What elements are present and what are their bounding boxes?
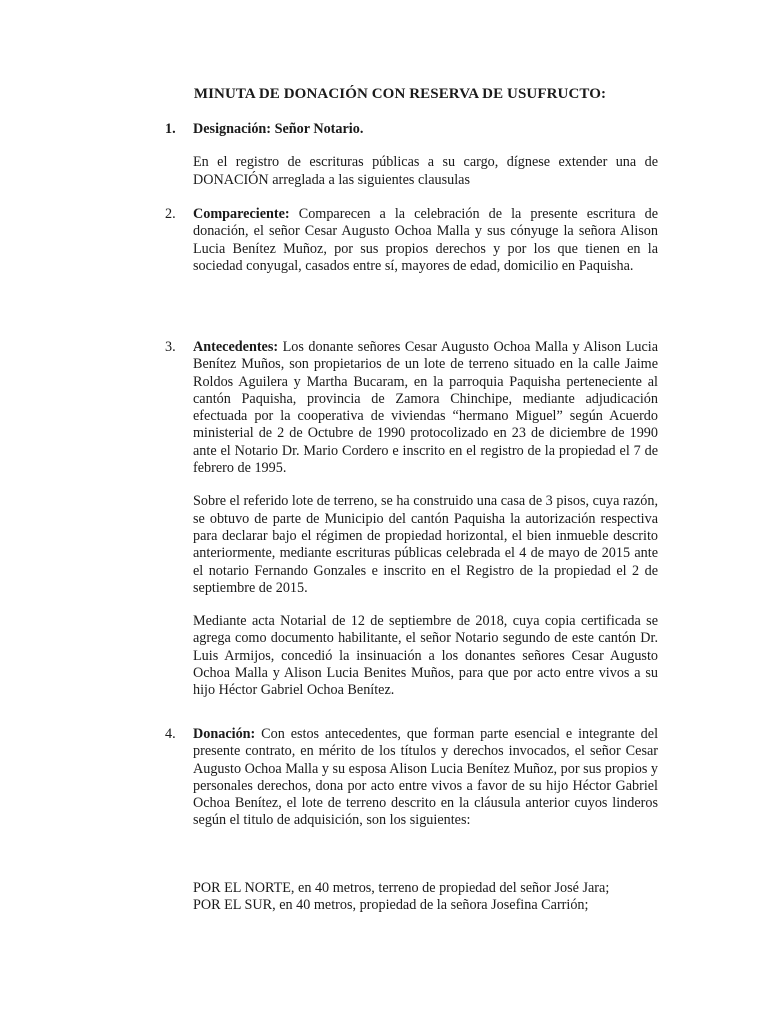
section-number: 4.	[165, 726, 176, 742]
section-paragraph	[193, 726, 658, 830]
section-text: Con estos antecedentes, que forman parte esencial e integrante del presente contrato, en mérito de los títulos y derechos invocados, el señor Cesar Augusto Ochoa Malla y su esposa Alison Lucia Benítez Muñoz, por sus propios y personales derechos, dona por acto entre vivos a favor de su hijo Héctor Gabriel Ochoa Benítez, el lote de terreno descrito en la cláusula anterior cuyos linderos según el titulo de adquisición, son los siguientes:	[193, 726, 659, 829]
section-paragraph: En el registro de escrituras públicas a su cargo, dígnese extender una de DONACIÓN arreglada a las siguientes clausulas	[193, 154, 658, 188]
section-paragraph: Mediante acta Notarial de 12 de septiembre de 2018, cuya copia certificada se agrega como documento habilitante, el señor Notario segundo de este cantón Dr. Luis Armijos, concedió la insinuación a los donantes señores Cesar Augusto Ochoa Malla y Alison Lucia Benites Muños, para que por acto entre vivos a su hijo Héctor Gabriel Ochoa Benítez.	[193, 613, 658, 699]
section-text: Comparecen a la celebración de la presente escritura de donación, el señor Cesar Augusto Ochoa Malla y sus cónyuge la señora Alison Lucia Benítez Muñoz, por sus propios derechos y por los que tienen en la sociedad conyugal, casados entre sí, mayores de edad, domicilio en Paquisha.	[193, 206, 659, 274]
section-heading: Donación:	[193, 726, 256, 742]
boundary-line: POR EL NORTE, en 40 metros, terreno de propiedad del señor José Jara;	[193, 879, 610, 896]
section-number: 1.	[165, 121, 176, 137]
section-paragraph	[193, 206, 658, 275]
section-number: 2.	[165, 206, 176, 222]
section-antecedentes	[165, 339, 658, 700]
section-number: 3.	[165, 339, 176, 355]
section-compareciente	[165, 206, 658, 275]
section-text: Los donante señores Cesar Augusto Ochoa Malla y Alison Lucia Benítez Muños, son propietarios de un lote de terreno situado en la calle Jaime Roldos Aguilera y Martha Bucaram, en la parroquia Paquisha perteneciente al cantón Paquisha, provincia de Zamora Chinchipe, mediante adjudicación efectuada por la cooperativa de viviendas “hermano Miguel” según Acuerdo ministerial de 2 de Octubre de 1990 protocolizado en 23 de diciembre de 1990 ante el Notario Dr. Mario Cordero e inscrito en el registro de la propiedad el 7 de febrero de 1995.	[193, 339, 658, 477]
section-designacion	[165, 121, 658, 189]
section-heading: Compareciente:	[193, 206, 290, 222]
section-donacion	[165, 726, 658, 914]
document-title: MINUTA DE DONACIÓN CON RESERVA DE USUFRUCTO:	[193, 86, 607, 102]
section-paragraph	[193, 339, 658, 477]
section-heading: Designación: Señor Notario.	[193, 121, 364, 137]
section-paragraph: Sobre el referido lote de terreno, se ha construido una casa de 3 pisos, cuya razón, se obtuvo de parte de Municipio del cantón Paquisha la autorización respectiva para declarar bajo el régimen de propiedad horizontal, el bien inmueble descrito anteriormente, mediante escrituras públicas celebrada el 4 de mayo de 2015 ante el notario Fernando Gonzales e inscrito en el Registro de la propiedad el 2 de septiembre de 2015.	[193, 493, 658, 596]
section-heading: Antecedentes:	[193, 339, 279, 355]
boundary-line: POR EL SUR, en 40 metros, propiedad de la señora Josefina Carrión;	[193, 897, 589, 914]
